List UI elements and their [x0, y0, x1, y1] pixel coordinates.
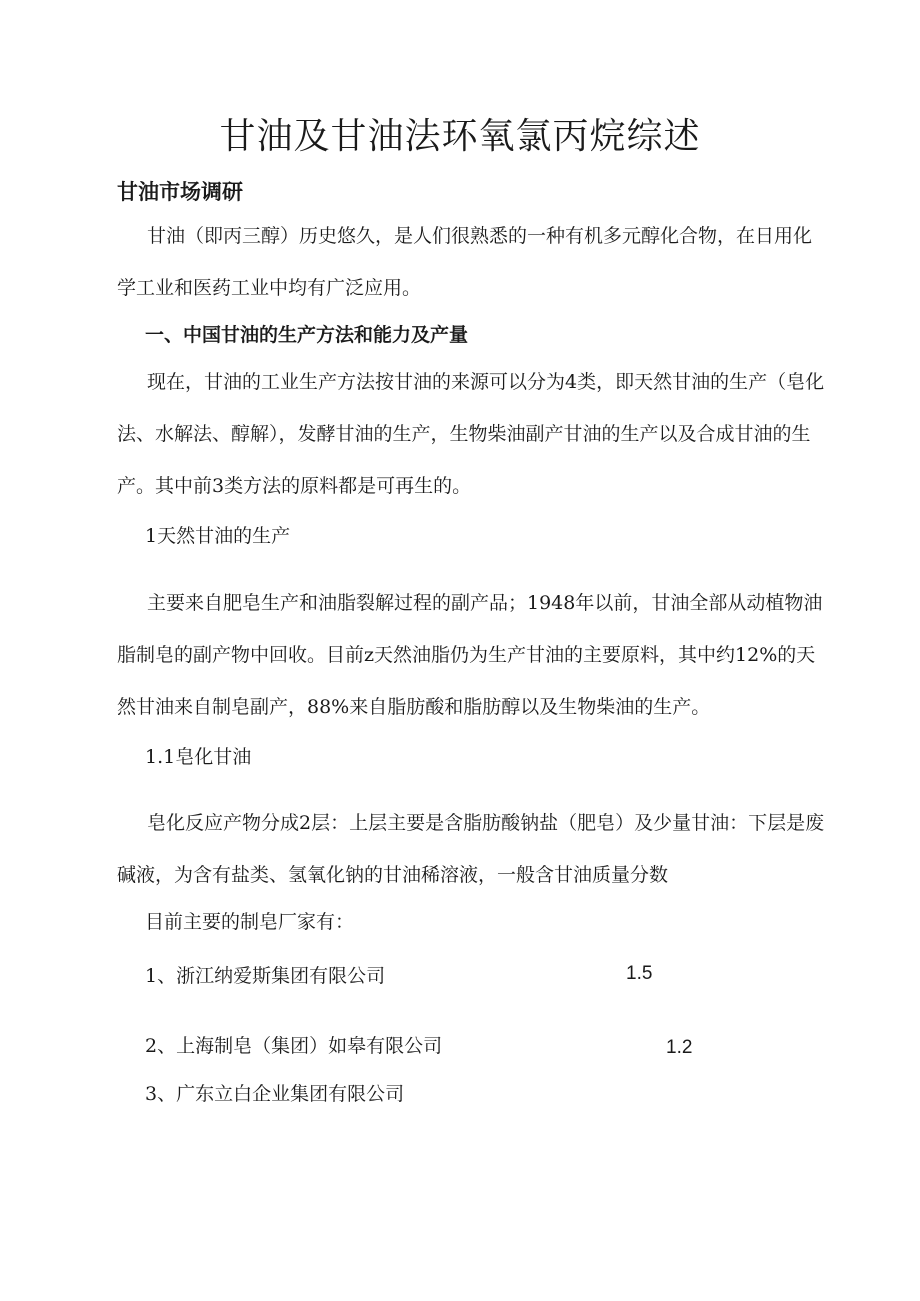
list-item: 3、广东立白企业集团有限公司: [145, 1083, 405, 1105]
list-item-value: 1.5: [626, 963, 653, 984]
list-item: 2、上海制皂（集团）如皋有限公司: [145, 1035, 443, 1057]
list-item-value: 1.2: [666, 1037, 693, 1058]
list-item: 1、浙江纳爱斯集团有限公司: [145, 965, 386, 987]
subheading-saponification-glycerin: 1.1皂化甘油: [145, 746, 252, 768]
subheading-natural-glycerin: 1天然甘油的生产: [145, 525, 291, 547]
paragraph-natural-glycerin: 主要来自肥皂生产和油脂裂解过程的副产品；1948年以前，甘油全部从动植物油脂制皂的副产物中回收。目前z天然油脂仍为生产甘油的主要原料，其中约12%的天然甘油来自制皂副产，88%来自脂肪酸和脂肪醇以及生物柴油的生产。: [117, 592, 823, 718]
paragraph-saponification: 皂化反应产物分成2层：上层主要是含脂肪酸钠盐（肥皂）及少量甘油：下层是废碱液，为含有盐类、氢氧化钠的甘油稀溶液，一般含甘油质量分数: [117, 812, 825, 886]
section-heading: 甘油市场调研: [117, 180, 243, 204]
paragraph-manufacturers-intro: 目前主要的制皂厂家有：: [145, 911, 355, 933]
intro-paragraph: 甘油（即丙三醇）历史悠久，是人们很熟悉的一种有机多元醇化合物，在日用化学工业和医药工业中均有广泛应用。: [117, 225, 813, 299]
heading-production-methods: 一、中国甘油的生产方法和能力及产量: [145, 324, 469, 346]
document-title: 甘油及甘油法环氧氯丙烷综述: [219, 116, 701, 157]
paragraph-production-methods: 现在，甘油的工业生产方法按甘油的来源可以分为4类，即天然甘油的生产（皂化法、水解法、醇解），发酵甘油的生产，生物柴油副产甘油的生产以及合成甘油的生产。其中前3类方法的原料都是可再生的。: [117, 371, 825, 497]
